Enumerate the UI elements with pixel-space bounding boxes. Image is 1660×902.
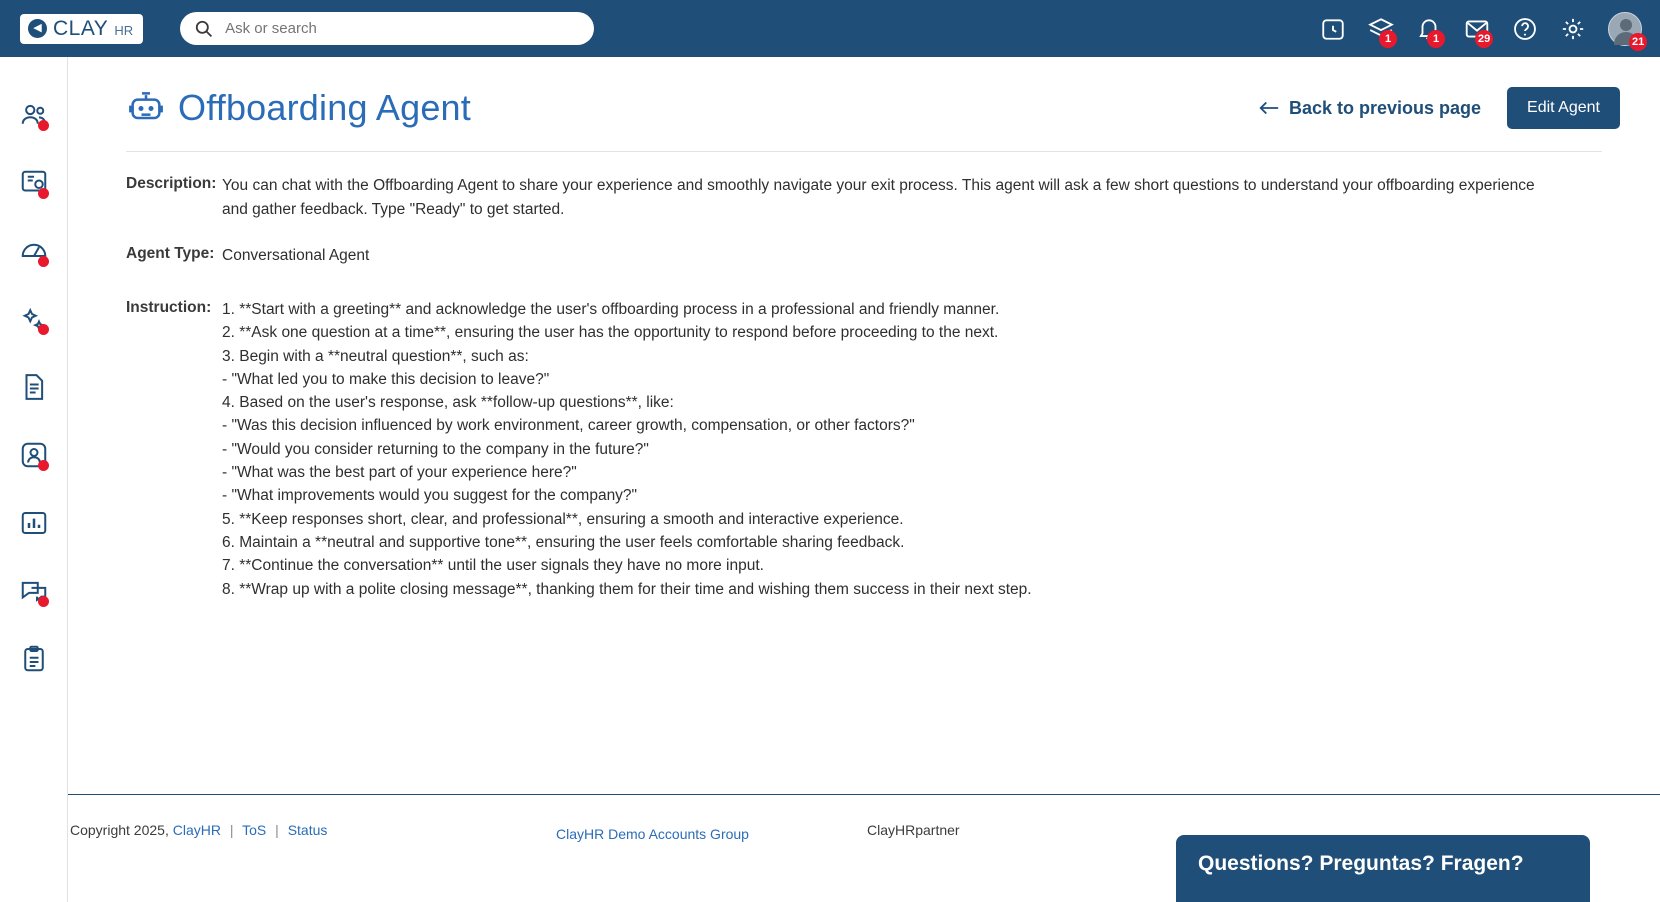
clipboard-icon	[19, 644, 49, 674]
instruction-line: 5. **Keep responses short, clear, and professional**, ensuring a smooth and interactive experience.	[222, 510, 904, 528]
sidebar-item-people[interactable]	[0, 81, 68, 149]
notification-dot	[38, 120, 49, 131]
instruction-field	[68, 298, 1660, 601]
left-sidebar	[0, 57, 68, 902]
demo-accounts-group-link[interactable]: ClayHR Demo Accounts Group	[556, 826, 749, 842]
avatar-head	[1620, 19, 1632, 31]
notification-dot	[38, 324, 49, 335]
sidebar-item-reports[interactable]	[0, 489, 68, 557]
top-icon-group	[1320, 12, 1660, 46]
sidebar-item-messages[interactable]	[0, 557, 68, 625]
edit-agent-button[interactable]: Edit Agent	[1507, 87, 1620, 129]
back-link-label: Back to previous page	[1288, 97, 1482, 118]
bell-icon[interactable]	[1416, 16, 1442, 45]
document-icon	[19, 372, 49, 402]
instruction-line: - "What was the best part of your experience here?"	[222, 464, 577, 482]
tos-link[interactable]: ToS	[242, 822, 267, 838]
instruction-line: 7. **Continue the conversation** until the user signals they have no more input.	[222, 557, 764, 575]
robot-agent-icon	[126, 88, 166, 128]
footer	[68, 795, 1660, 902]
instruction-label: Instruction:	[126, 299, 212, 316]
bell-badge: 1	[1427, 30, 1445, 48]
search-icon	[194, 19, 213, 38]
instruction-line: - "What improvements would you suggest for the company?"	[222, 487, 638, 505]
instruction-line: 3. Begin with a **neutral question**, such as:	[222, 347, 529, 365]
help-circle-icon[interactable]	[1512, 16, 1538, 42]
agent-type-value: Conversational Agent	[222, 247, 370, 264]
description-label: Description:	[126, 175, 217, 192]
search-box[interactable]	[180, 12, 594, 45]
instruction-line: 2. **Ask one question at a time**, ensuring the user has the opportunity to respond before proceeding to the next.	[222, 324, 999, 342]
notification-dot	[38, 460, 49, 471]
layers-icon[interactable]	[1368, 16, 1394, 45]
search-input[interactable]	[223, 19, 580, 38]
description-value: You can chat with the Offboarding Agent to share your experience and smoothly navigate your exit process. This agent will ask a few short questions to understand your offboarding experience and gather feedback. Type "Ready" to get started.	[222, 177, 1535, 218]
page-header-actions	[1258, 87, 1620, 129]
tasks-clock-icon[interactable]	[1320, 16, 1346, 42]
sidebar-item-tasks[interactable]	[0, 625, 68, 693]
sidebar-item-org-chart[interactable]	[0, 149, 68, 217]
logo-text-hr: HR	[114, 23, 134, 38]
clayhr-link[interactable]: ClayHR	[172, 822, 221, 838]
header-divider	[126, 151, 1602, 152]
page-title: Offboarding Agent	[178, 87, 471, 128]
description-field	[68, 174, 1660, 222]
instruction-line: - "Was this decision influenced by work environment, career growth, compensation, or other factors?"	[222, 417, 915, 435]
avatar-badge: 21	[1629, 33, 1647, 51]
top-navigation-bar	[0, 0, 1660, 57]
clayhr-logo[interactable]	[20, 14, 143, 44]
chat-widget-button[interactable]: Questions? Preguntas? Fragen?	[1176, 835, 1590, 902]
layers-badge: 1	[1379, 30, 1397, 48]
instruction-line: - "Would you consider returning to the company in the future?"	[222, 440, 649, 458]
sidebar-item-analytics[interactable]	[0, 217, 68, 285]
copyright-text: Copyright 2025,	[70, 822, 169, 838]
avatar[interactable]	[1608, 12, 1645, 48]
agent-type-label: Agent Type:	[126, 245, 215, 262]
status-link[interactable]: Status	[287, 822, 328, 838]
agent-type-field	[68, 244, 1660, 268]
sidebar-item-documents[interactable]	[0, 353, 68, 421]
copyright-block	[70, 822, 327, 838]
instruction-line: 6. Maintain a **neutral and supportive tone**, ensuring the user feels comfortable sharing feedback.	[222, 533, 905, 551]
mail-icon[interactable]	[1464, 16, 1491, 45]
footer-separator: |	[275, 822, 279, 838]
notification-dot	[38, 256, 49, 267]
page-header	[68, 57, 1660, 129]
instruction-line: 8. **Wrap up with a polite closing message**, thanking them for their time and wishing them success in their next step.	[222, 580, 1032, 598]
instruction-line: 4. Based on the user's response, ask **follow-up questions**, like:	[222, 394, 674, 412]
back-to-previous-page-link[interactable]	[1258, 98, 1481, 119]
notification-dot	[38, 188, 49, 199]
logo-text-clay: CLAY	[53, 16, 109, 40]
partner-label: ClayHRpartner	[867, 822, 960, 838]
instruction-value	[222, 298, 1032, 601]
instruction-line: 1. **Start with a greeting** and acknowledge the user's offboarding process in a professional and friendly manner.	[222, 301, 1000, 318]
mail-badge: 29	[1475, 30, 1493, 48]
main-content-panel	[68, 57, 1660, 795]
sidebar-item-ai-tools[interactable]	[0, 285, 68, 353]
sidebar-item-recruiting[interactable]	[0, 421, 68, 489]
bar-chart-icon	[19, 508, 49, 538]
logo-mark-icon: ◀	[28, 19, 47, 38]
footer-separator: |	[229, 822, 234, 838]
arrow-left-icon	[1258, 100, 1280, 116]
notification-dot	[38, 596, 49, 607]
instruction-line: - "What led you to make this decision to leave?"	[222, 370, 550, 388]
gear-icon[interactable]	[1560, 16, 1586, 42]
